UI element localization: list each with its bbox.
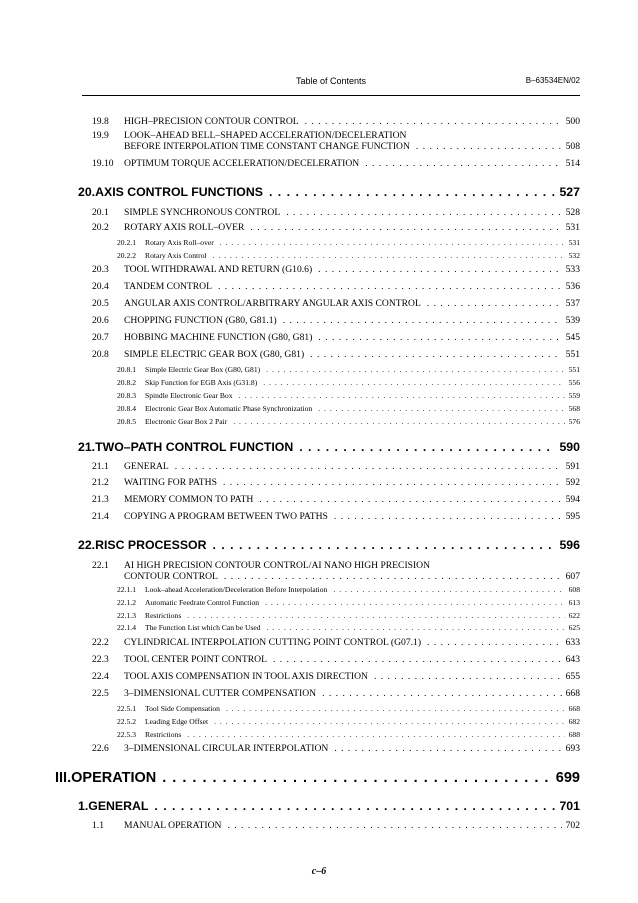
toc-entry-number: 20.6 [92,315,109,326]
dot-leader [212,538,555,552]
toc-entry-title: Spindle Electronic Gear Box [145,391,233,400]
toc-entry[interactable] [117,238,580,247]
toc-entry-title: TOOL CENTER POINT CONTROL [124,654,267,665]
dot-leader [416,141,562,152]
toc-entry-title: MANUAL OPERATION [124,820,222,831]
toc-entry-number: III. [55,770,72,786]
toc-entry-number: 20.1 [92,207,109,218]
toc-entry-page: 514 [565,158,580,169]
dot-leader [239,391,565,400]
toc-entry-page: 655 [565,671,580,682]
dot-leader [220,238,565,247]
toc-entry[interactable] [92,222,580,233]
dot-leader [218,281,562,292]
toc-entry-page: 576 [568,417,580,426]
toc-entry-title: Rotary Axis Control [145,251,207,260]
toc-entry-title: Look–ahead Acceleration/Deceleration Before Interpolation [145,585,328,594]
toc-entry-title: SIMPLE SYNCHRONOUS CONTROL [124,207,281,218]
toc-entry-number: 20.5 [92,298,109,309]
toc-entry-page: 688 [568,730,580,739]
toc-entry[interactable] [92,461,580,472]
toc-entry[interactable] [92,820,580,831]
toc-entry-number: 20.2 [92,222,109,233]
dot-leader [322,688,562,699]
toc-entry-title: RISC PROCESSOR [95,538,207,552]
toc-entry-number: 22.5.1 [117,704,136,713]
toc-entry-number: 22.5.3 [117,730,136,739]
toc-entry-page: 539 [565,315,580,326]
toc-entry[interactable] [92,332,580,343]
toc-entry-title: CYLINDRICAL INTERPOLATION CUTTING POINT CONTROL (G07.1) [124,637,422,648]
toc-entry-title: GENERAL [88,799,149,813]
dot-leader [250,222,561,233]
dot-leader [305,116,562,127]
toc-entry-page: 633 [565,637,580,648]
toc-entry-title: Electronic Gear Box 2 Pair [145,417,228,426]
toc-entry-number: 20.3 [92,264,109,275]
dot-leader [175,461,562,472]
toc-entry-page: 537 [565,298,580,309]
toc-entry-title: GENERAL [124,461,169,472]
toc-entry[interactable] [92,264,580,275]
toc-entry-page: 528 [565,207,580,218]
toc-entry[interactable] [117,378,580,387]
toc-entry-page: 622 [568,611,580,620]
toc-entry-page: 699 [555,770,580,786]
toc-entry[interactable] [117,585,580,594]
toc-entry-number: 22.1.3 [117,611,136,620]
toc-entry[interactable] [117,417,580,426]
dot-leader [374,671,562,682]
toc-entry[interactable] [92,349,580,360]
toc-entry-page: 668 [565,688,580,699]
toc-entry-title-line1: AI HIGH PRECISION CONTOUR CONTROL/AI NANO HIGH PRECISION [124,560,431,571]
toc-entry-number: 22.5 [92,688,109,699]
toc-entry[interactable] [117,611,580,620]
dot-leader [233,417,564,426]
toc-entry[interactable] [92,477,580,488]
toc-entry-number: 20.2.2 [117,251,136,260]
dot-leader [154,799,555,813]
toc-entry[interactable] [92,207,580,218]
dot-leader [187,611,564,620]
toc-entry[interactable] [92,158,580,169]
dot-leader [299,440,555,454]
toc-entry-page: 595 [565,511,580,522]
toc-entry-number: 21. [78,440,96,454]
toc-entry-page: 608 [568,585,580,594]
toc-entry-page: 531 [565,222,580,233]
toc-entry-title: ROTARY AXIS ROLL–OVER [124,222,245,233]
toc-entry-title: Automatic Feedrate Control Function [145,598,260,607]
toc-entry-title: Restrictions [145,611,182,620]
toc-entry[interactable] [117,251,580,260]
dot-leader [263,378,564,387]
toc-entry[interactable] [117,391,580,400]
toc-entry[interactable] [117,730,580,739]
dot-leader [213,251,565,260]
toc-entry-title: 3–DIMENSIONAL CUTTER COMPENSATION [124,688,317,699]
toc-entry-title: Tool Side Compensation [145,704,220,713]
toc-entry-number: 1. [78,799,89,813]
toc-entry[interactable] [92,315,580,326]
toc-entry-page: 559 [568,391,580,400]
toc-entry-title: AXIS CONTROL FUNCTIONS [95,185,263,199]
header-title: Table of Contents [295,76,367,86]
toc-entry-title: OPTIMUM TORQUE ACCELERATION/DECELERATION [124,158,360,169]
toc-entry-number: 22. [78,538,96,552]
toc-entry-title: Restrictions [145,730,182,739]
toc-entry-number: 21.1 [92,461,109,472]
toc-entry-number: 22.1.2 [117,598,136,607]
dot-leader [427,298,562,309]
dot-leader [318,264,561,275]
toc-entry-page: 508 [565,141,580,152]
dot-leader [259,494,561,505]
toc-entry-title: Leading Edge Offset [145,717,209,726]
dot-leader [187,730,564,739]
toc-entry-title: TOOL WITHDRAWAL AND RETURN (G10.6) [124,264,313,275]
dot-leader [269,185,556,199]
dot-leader [310,349,561,360]
toc-entry-page: 556 [568,378,580,387]
toc-entry-page: 551 [568,365,580,374]
dot-leader [334,743,561,754]
toc-entry-page: 625 [568,623,580,632]
toc-chapter[interactable] [78,538,580,552]
toc-entry-number: 22.1 [92,560,109,571]
dot-leader [318,332,561,343]
dot-leader [227,820,561,831]
toc-entry-title-line1: LOOK–AHEAD BELL–SHAPED ACCELERATION/DECELERATION [124,130,407,141]
dot-leader [334,511,562,522]
toc-entry[interactable] [92,688,580,699]
toc-entry-title: HOBBING MACHINE FUNCTION (G80, G81) [124,332,313,343]
toc-entry-page: 596 [559,538,580,552]
toc-entry-title: BEFORE INTERPOLATION TIME CONSTANT CHANGE FUNCTION [124,141,410,152]
toc-entry-number: 20.8 [92,349,109,360]
dot-leader [267,623,565,632]
dot-leader [226,704,565,713]
toc-entry-number: 1.1 [92,820,104,831]
toc-entry-page: 668 [568,704,580,713]
toc-entry[interactable] [92,671,580,682]
toc-entry-number: 19.9 [92,130,109,141]
toc-entry-title: MEMORY COMMON TO PATH [124,494,254,505]
dot-leader [365,158,561,169]
toc-entry-number: 22.1.4 [117,623,136,632]
toc-entry[interactable] [92,654,580,665]
toc-entry-page: 702 [565,820,580,831]
toc-entry-page: 536 [565,281,580,292]
toc-entry-title: The Function List which Can be Used [145,623,261,632]
toc-entry-title: OPERATION [71,770,157,786]
toc-entry[interactable] [117,404,580,413]
toc-chapter[interactable] [78,440,580,454]
toc-entry[interactable] [117,623,580,632]
toc-entry-page: 643 [565,654,580,665]
toc-entry[interactable] [92,637,580,648]
toc-entry-number: 20.8.3 [117,391,136,400]
toc-entry-number: 21.4 [92,511,109,522]
toc-entry-number: 22.2 [92,637,109,648]
header-doc-id: B–63534EN/02 [525,76,580,85]
toc-chapter[interactable] [55,770,580,786]
toc-entry-page: 594 [565,494,580,505]
toc-entry-number: 21.3 [92,494,109,505]
toc-entry-title: CONTOUR CONTROL [124,571,218,582]
toc-entry[interactable] [92,743,580,754]
toc-entry-number: 20. [78,185,96,199]
toc-entry-page: 682 [568,717,580,726]
toc-entry-title: TANDEM CONTROL [124,281,212,292]
toc-entry-page: 613 [568,598,580,607]
toc-chapter[interactable] [78,185,580,199]
dot-leader [266,365,564,374]
toc-entry-number: 20.4 [92,281,109,292]
toc-entry[interactable] [117,717,580,726]
toc-entry-number: 19.10 [92,158,114,169]
toc-entry-page: 527 [559,185,580,199]
toc-entry-number: 20.8.5 [117,417,136,426]
toc-entry-page: 693 [565,743,580,754]
dot-leader [333,585,564,594]
toc-entry-number: 21.2 [92,477,109,488]
toc-entry-number: 22.1.1 [117,585,136,594]
toc-entry-number: 20.2.1 [117,238,136,247]
toc-entry[interactable] [92,494,580,505]
dot-leader [318,404,564,413]
toc-entry-page: 568 [568,404,580,413]
toc-entry-title: CHOPPING FUNCTION (G80, G81.1) [124,315,277,326]
toc-entry-page: 531 [568,238,580,247]
toc-entry-page: 701 [559,799,580,813]
dot-leader [283,315,562,326]
toc-entry-title: ANGULAR AXIS CONTROL/ARBITRARY ANGULAR AXIS CONTROL [124,298,421,309]
toc-entry-title: Simple Electric Gear Box (G80, G81) [145,365,261,374]
toc-entry[interactable] [92,511,580,522]
dot-leader [224,571,562,582]
toc-entry-page: 592 [565,477,580,488]
toc-entry[interactable] [92,298,580,309]
toc-entry-title: SIMPLE ELECTRIC GEAR BOX (G80, G81) [124,349,305,360]
toc-entry-number: 20.8.2 [117,378,136,387]
toc-entry-title: TWO–PATH CONTROL FUNCTION [95,440,294,454]
toc-entry[interactable] [117,704,580,713]
toc-entry-number: 20.8.4 [117,404,136,413]
toc-entry-number: 22.4 [92,671,109,682]
dot-leader [223,477,562,488]
toc-entry-title: 3–DIMENSIONAL CIRCULAR INTERPOLATION [124,743,329,754]
toc-entry-page: 607 [565,571,580,582]
page-number: c–6 [311,866,327,877]
toc-entry-number: 20.7 [92,332,109,343]
toc-entry-title: HIGH–PRECISION CONTOUR CONTROL [124,116,299,127]
toc-entry[interactable] [92,116,580,127]
dot-leader [286,207,561,218]
toc-entry-number: 20.8.1 [117,365,136,374]
toc-entry-number: 22.5.2 [117,717,136,726]
toc-entry-page: 500 [565,116,580,127]
dot-leader [265,598,565,607]
toc-entry-number: 22.6 [92,743,109,754]
dot-leader [162,770,552,786]
toc-entry[interactable] [92,281,580,292]
toc-entry[interactable] [117,365,580,374]
toc-entry-page: 533 [565,264,580,275]
toc-entry-number: 19.8 [92,116,109,127]
dot-leader [214,717,564,726]
toc-entry-page: 532 [568,251,580,260]
toc-entry-page: 590 [559,440,580,454]
toc-entry-title: Skip Function for EGB Axis (G31.8) [145,378,258,387]
toc-entry-title: WAITING FOR PATHS [124,477,217,488]
toc-entry-title: COPYING A PROGRAM BETWEEN TWO PATHS [124,511,328,522]
toc-entry-page: 591 [565,461,580,472]
dot-leader [273,654,562,665]
toc-chapter[interactable] [78,799,580,813]
toc-entry-title: Electronic Gear Box Automatic Phase Synchronization [145,404,313,413]
toc-entry-page: 545 [565,332,580,343]
toc-entry-title: TOOL AXIS COMPENSATION IN TOOL AXIS DIRECTION [124,671,368,682]
toc-entry[interactable] [117,598,580,607]
toc-entry-page: 551 [565,349,580,360]
toc-entry-number: 22.3 [92,654,109,665]
dot-leader [427,637,562,648]
toc-entry-title: Rotary Axis Roll–over [145,238,214,247]
